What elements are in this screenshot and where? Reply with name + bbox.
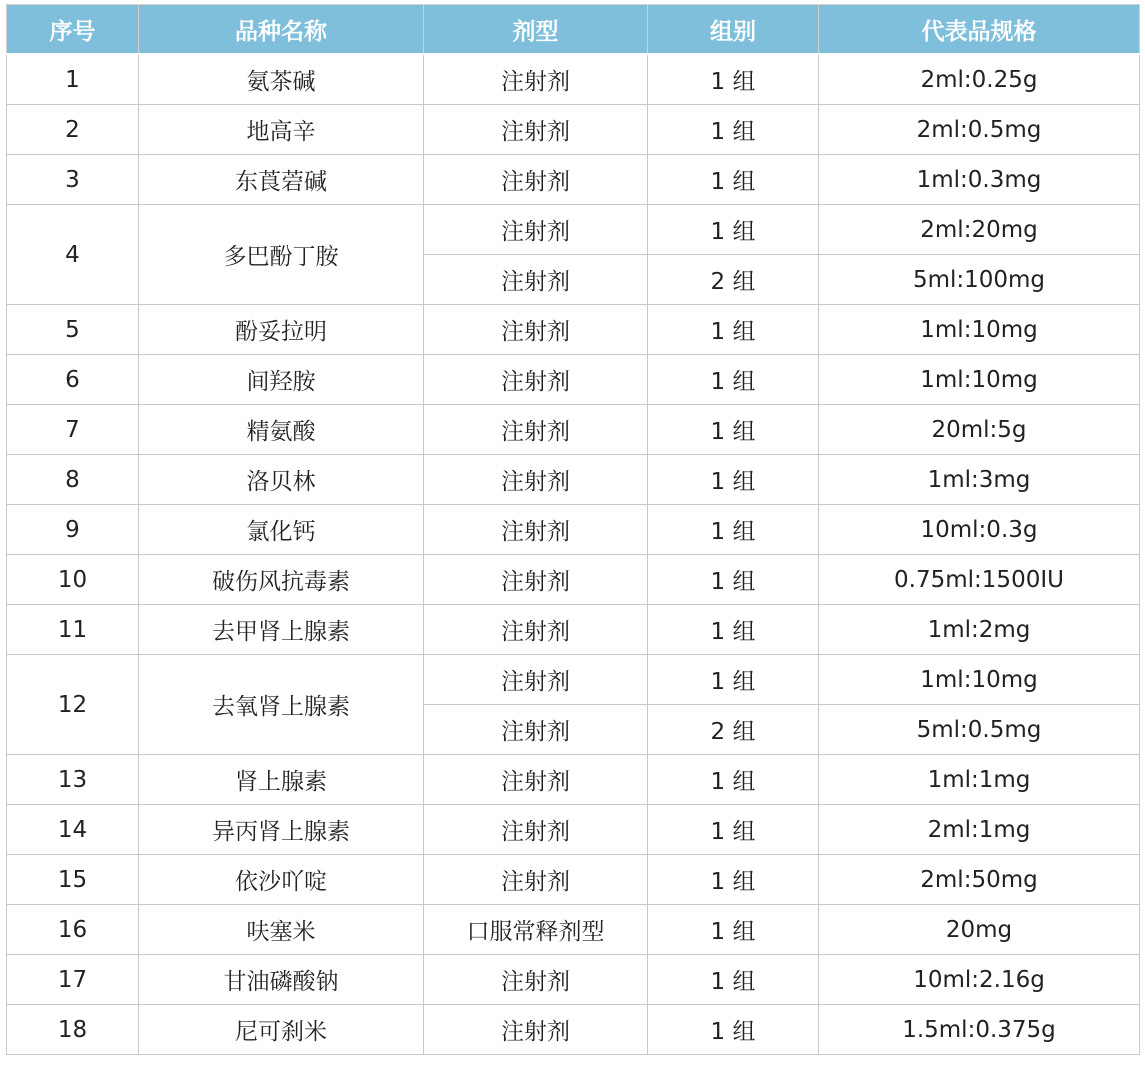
cell-group: 1 组 xyxy=(648,755,819,805)
cell-form: 注射剂 xyxy=(424,605,648,655)
cell-form: 注射剂 xyxy=(424,105,648,155)
table-row xyxy=(7,605,1140,655)
cell-spec: 1ml:10mg xyxy=(819,655,1140,705)
cell-spec: 0.75ml:1500IU xyxy=(819,555,1140,605)
cell-index: 6 xyxy=(7,355,139,405)
table-row xyxy=(7,955,1140,1005)
table-row xyxy=(7,755,1140,805)
cell-group: 1 组 xyxy=(648,355,819,405)
cell-group: 1 组 xyxy=(648,1005,819,1055)
cell-group: 1 组 xyxy=(648,155,819,205)
cell-index: 16 xyxy=(7,905,139,955)
cell-group: 1 组 xyxy=(648,205,819,255)
cell-name: 氯化钙 xyxy=(139,505,424,555)
cell-index: 1 xyxy=(7,54,139,105)
cell-form: 注射剂 xyxy=(424,255,648,305)
cell-group: 1 组 xyxy=(648,605,819,655)
cell-form: 注射剂 xyxy=(424,455,648,505)
cell-name: 间羟胺 xyxy=(139,355,424,405)
header-index: 序号 xyxy=(7,5,139,55)
drug-table xyxy=(6,4,1140,1055)
cell-group: 1 组 xyxy=(648,54,819,105)
cell-group: 1 组 xyxy=(648,655,819,705)
cell-group: 1 组 xyxy=(648,305,819,355)
cell-spec: 1.5ml:0.375g xyxy=(819,1005,1140,1055)
table-row xyxy=(7,505,1140,555)
cell-index: 8 xyxy=(7,455,139,505)
table-header xyxy=(7,5,1140,55)
cell-name: 呋塞米 xyxy=(139,905,424,955)
cell-name: 依沙吖啶 xyxy=(139,855,424,905)
cell-spec: 1ml:3mg xyxy=(819,455,1140,505)
cell-index: 13 xyxy=(7,755,139,805)
cell-index: 2 xyxy=(7,105,139,155)
cell-form: 注射剂 xyxy=(424,705,648,755)
cell-spec: 1ml:0.3mg xyxy=(819,155,1140,205)
table-row xyxy=(7,405,1140,455)
cell-index: 4 xyxy=(7,205,139,305)
cell-index: 10 xyxy=(7,555,139,605)
cell-name: 氨茶碱 xyxy=(139,54,424,105)
cell-name: 异丙肾上腺素 xyxy=(139,805,424,855)
cell-form: 注射剂 xyxy=(424,505,648,555)
cell-name: 肾上腺素 xyxy=(139,755,424,805)
table-row xyxy=(7,455,1140,505)
cell-name: 东莨菪碱 xyxy=(139,155,424,205)
cell-form: 注射剂 xyxy=(424,855,648,905)
cell-name: 甘油磷酸钠 xyxy=(139,955,424,1005)
cell-name: 去甲肾上腺素 xyxy=(139,605,424,655)
table-row xyxy=(7,905,1140,955)
cell-spec: 1ml:1mg xyxy=(819,755,1140,805)
cell-spec: 10ml:2.16g xyxy=(819,955,1140,1005)
table-row xyxy=(7,855,1140,905)
header-row xyxy=(7,5,1140,55)
header-name: 品种名称 xyxy=(139,5,424,55)
cell-spec: 2ml:0.5mg xyxy=(819,105,1140,155)
cell-form: 注射剂 xyxy=(424,405,648,455)
cell-group: 1 组 xyxy=(648,905,819,955)
cell-group: 1 组 xyxy=(648,805,819,855)
cell-index: 12 xyxy=(7,655,139,755)
cell-form: 注射剂 xyxy=(424,205,648,255)
cell-form: 注射剂 xyxy=(424,355,648,405)
cell-form: 注射剂 xyxy=(424,805,648,855)
cell-index: 15 xyxy=(7,855,139,905)
table-row xyxy=(7,205,1140,255)
cell-name: 酚妥拉明 xyxy=(139,305,424,355)
cell-name: 去氧肾上腺素 xyxy=(139,655,424,755)
cell-group: 2 组 xyxy=(648,705,819,755)
cell-spec: 2ml:50mg xyxy=(819,855,1140,905)
cell-group: 1 组 xyxy=(648,555,819,605)
drug-table-container xyxy=(6,4,1139,1055)
cell-form: 口服常释剂型 xyxy=(424,905,648,955)
cell-name: 地高辛 xyxy=(139,105,424,155)
table-body xyxy=(7,54,1140,1055)
header-form: 剂型 xyxy=(424,5,648,55)
cell-spec: 1ml:2mg xyxy=(819,605,1140,655)
cell-group: 2 组 xyxy=(648,255,819,305)
table-row xyxy=(7,105,1140,155)
table-row xyxy=(7,1005,1140,1055)
cell-index: 7 xyxy=(7,405,139,455)
table-row xyxy=(7,305,1140,355)
cell-index: 9 xyxy=(7,505,139,555)
table-row xyxy=(7,54,1140,105)
cell-spec: 1ml:10mg xyxy=(819,355,1140,405)
cell-index: 17 xyxy=(7,955,139,1005)
cell-name: 洛贝林 xyxy=(139,455,424,505)
cell-group: 1 组 xyxy=(648,505,819,555)
table-row xyxy=(7,805,1140,855)
header-group: 组别 xyxy=(648,5,819,55)
cell-group: 1 组 xyxy=(648,455,819,505)
cell-form: 注射剂 xyxy=(424,555,648,605)
cell-name: 尼可刹米 xyxy=(139,1005,424,1055)
cell-group: 1 组 xyxy=(648,955,819,1005)
table-row xyxy=(7,155,1140,205)
cell-form: 注射剂 xyxy=(424,955,648,1005)
cell-index: 18 xyxy=(7,1005,139,1055)
cell-form: 注射剂 xyxy=(424,155,648,205)
cell-group: 1 组 xyxy=(648,405,819,455)
cell-form: 注射剂 xyxy=(424,655,648,705)
cell-group: 1 组 xyxy=(648,855,819,905)
cell-spec: 2ml:1mg xyxy=(819,805,1140,855)
cell-index: 3 xyxy=(7,155,139,205)
cell-spec: 20mg xyxy=(819,905,1140,955)
cell-spec: 5ml:0.5mg xyxy=(819,705,1140,755)
cell-form: 注射剂 xyxy=(424,54,648,105)
cell-spec: 2ml:20mg xyxy=(819,205,1140,255)
header-spec: 代表品规格 xyxy=(819,5,1140,55)
cell-form: 注射剂 xyxy=(424,1005,648,1055)
cell-index: 5 xyxy=(7,305,139,355)
cell-form: 注射剂 xyxy=(424,305,648,355)
cell-spec: 5ml:100mg xyxy=(819,255,1140,305)
cell-name: 精氨酸 xyxy=(139,405,424,455)
cell-spec: 1ml:10mg xyxy=(819,305,1140,355)
cell-spec: 10ml:0.3g xyxy=(819,505,1140,555)
cell-name: 破伤风抗毒素 xyxy=(139,555,424,605)
cell-form: 注射剂 xyxy=(424,755,648,805)
cell-spec: 2ml:0.25g xyxy=(819,54,1140,105)
cell-group: 1 组 xyxy=(648,105,819,155)
table-row xyxy=(7,655,1140,705)
table-row xyxy=(7,355,1140,405)
cell-index: 14 xyxy=(7,805,139,855)
cell-spec: 20ml:5g xyxy=(819,405,1140,455)
table-row xyxy=(7,555,1140,605)
cell-index: 11 xyxy=(7,605,139,655)
cell-name: 多巴酚丁胺 xyxy=(139,205,424,305)
